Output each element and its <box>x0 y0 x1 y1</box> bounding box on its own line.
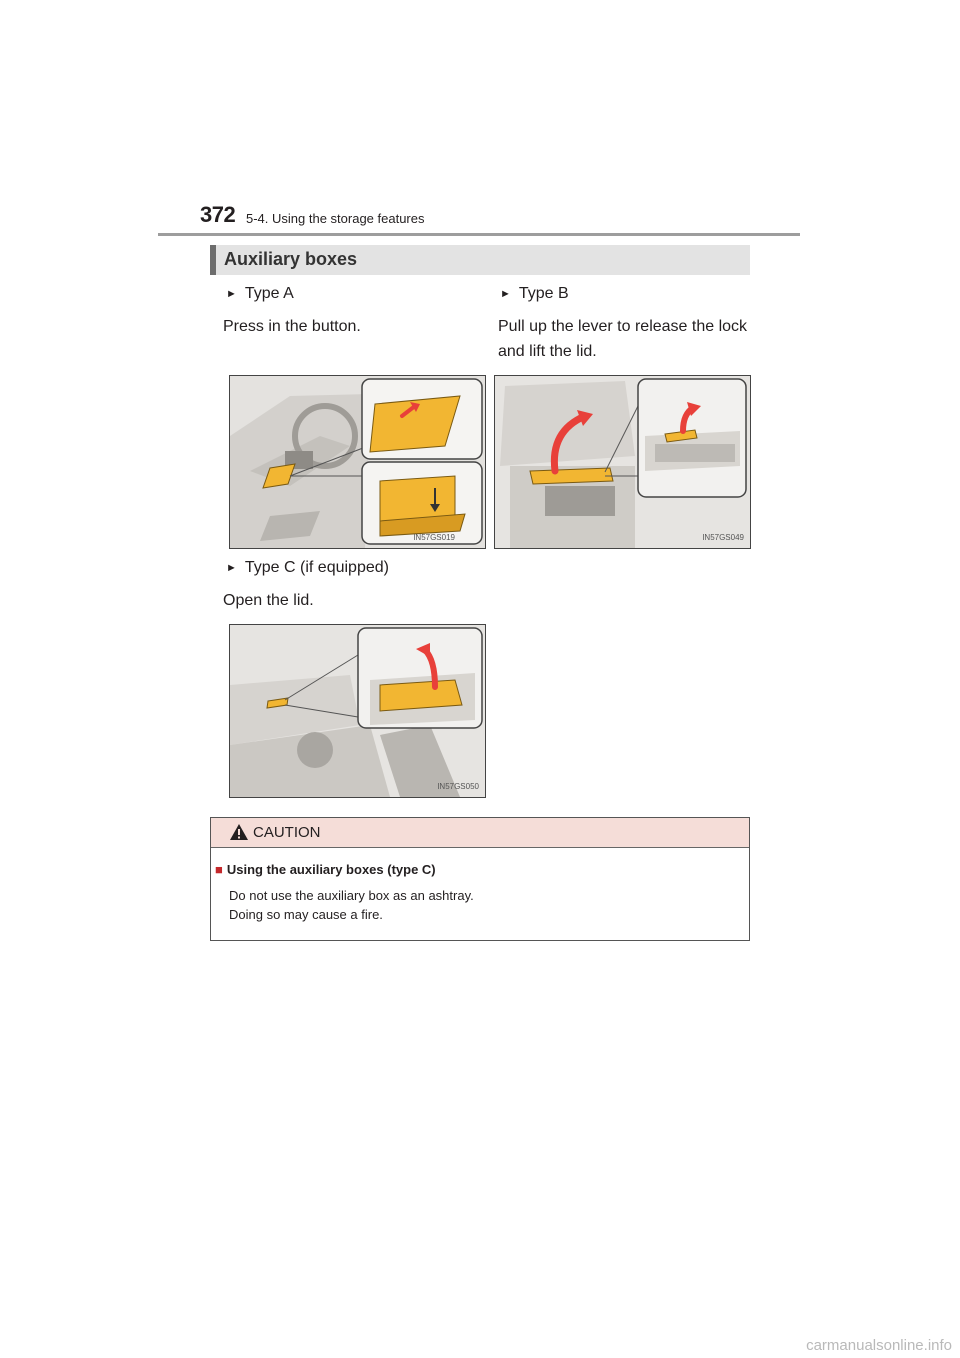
header-divider <box>158 233 800 236</box>
triangle-bullet-icon: ► <box>226 288 237 300</box>
type-b-label: ► Type B <box>500 285 569 302</box>
caution-header <box>211 818 749 848</box>
image-code: IN57GS050 <box>437 782 479 791</box>
type-a-illustration <box>229 375 486 549</box>
section-accent <box>210 245 216 275</box>
warning-icon <box>230 824 248 840</box>
type-b-illustration <box>494 375 751 549</box>
type-c-label: ► Type C (if equipped) <box>226 559 389 576</box>
section-title: Auxiliary boxes <box>224 249 358 269</box>
triangle-bullet-icon: ► <box>226 562 237 574</box>
type-b-instruction: Pull up the lever to release the lock and lift the lid. <box>498 318 748 360</box>
square-bullet-icon: ■ <box>215 862 223 877</box>
image-code: IN57GS019 <box>413 533 455 542</box>
type-c-instruction: Open the lid. <box>223 592 314 609</box>
page-number: 372 <box>200 202 236 227</box>
type-a-instruction: Press in the button. <box>223 318 361 335</box>
caution-title: CAUTION <box>253 824 321 841</box>
caution-text: Do not use the auxiliary box as an ashtray. Doing so may cause a fire. <box>229 888 474 922</box>
caution-subheading: ■ Using the auxiliary boxes (type C) <box>215 862 436 877</box>
section-heading <box>210 245 750 275</box>
watermark: carmanualsonline.info <box>806 1337 952 1354</box>
image-code: IN57GS049 <box>702 533 744 542</box>
caution-box <box>210 817 750 941</box>
triangle-bullet-icon: ► <box>500 288 511 300</box>
type-c-illustration <box>229 624 486 798</box>
chapter-title: 5-4. Using the storage features <box>246 211 425 226</box>
type-a-label: ► Type A <box>226 285 294 302</box>
